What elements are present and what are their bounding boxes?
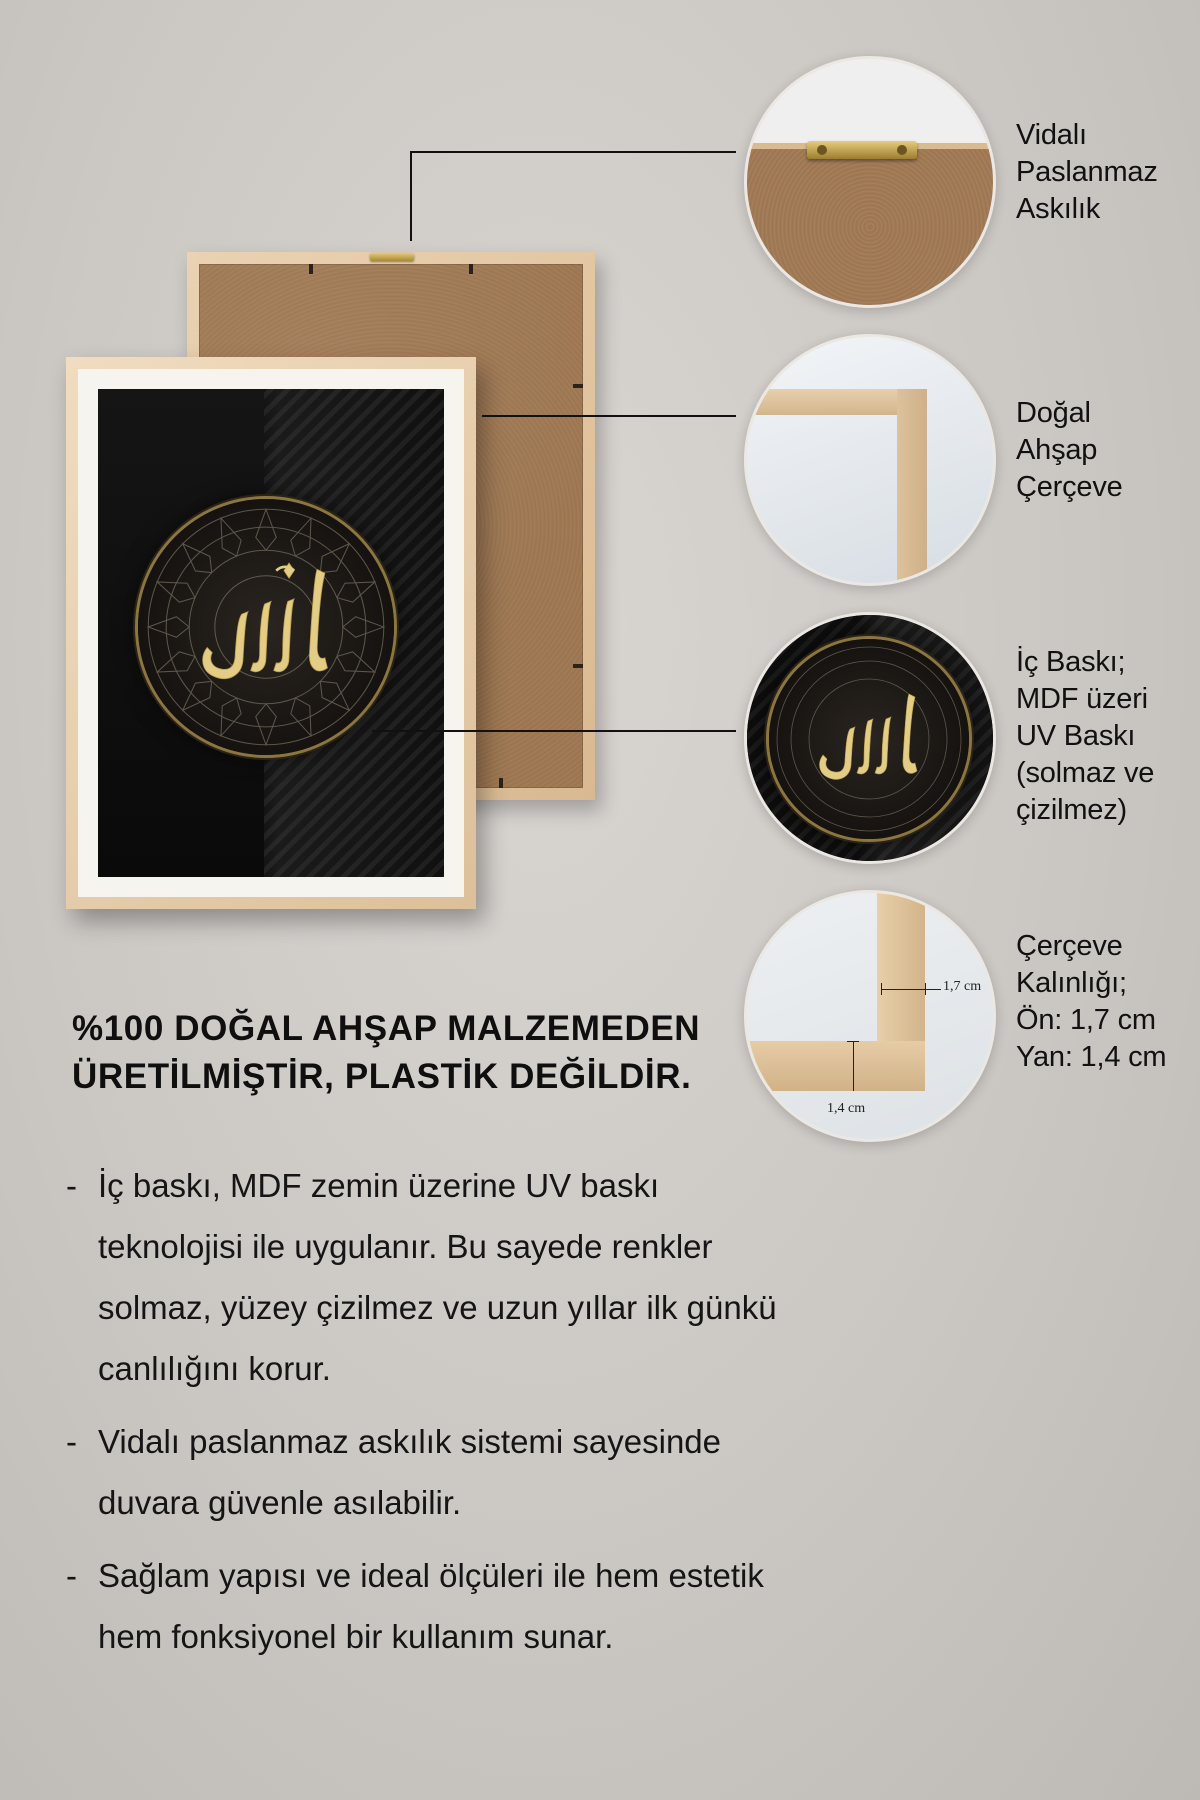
side-thickness-label: 1,4 cm (827, 1101, 866, 1116)
list-item: - Sağlam yapısı ve ideal ölçüleri ile hem estetik hem fonksiyonel bir kullanım sunar. (66, 1557, 764, 1655)
feature-bullet-list (66, 1155, 786, 1679)
frame-label: Doğal Ahşap Çerçeve (1016, 397, 1123, 503)
sawtooth-hanger-icon (370, 253, 414, 261)
headline: %100 DOĞAL AHŞAP MALZEMEDEN ÜRETİLMİŞTİR, PLASTİK DEĞİLDİR. (72, 1009, 701, 1096)
callout-line-frame (482, 415, 736, 417)
print-detail-image (744, 612, 996, 864)
callout-line-hanger (410, 151, 736, 153)
frame-corner-detail-image (744, 334, 996, 586)
thickness-detail-image (744, 890, 996, 1142)
sawtooth-hanger-icon (807, 141, 917, 159)
hanger-detail-image (744, 56, 996, 308)
clip-icon (573, 384, 583, 388)
calligraphy-artwork (98, 389, 444, 877)
clip-icon (309, 264, 313, 274)
callout-line-print (372, 730, 736, 732)
list-item: - Vidalı paslanmaz askılık sistemi sayesinde duvara güvenle asılabilir. (66, 1423, 722, 1521)
print-label: İç Baskı; MDF üzeri UV Baskı (solmaz ve çizilmez) (1016, 646, 1155, 826)
front-frame-image (66, 357, 476, 909)
clip-icon (573, 664, 583, 668)
allah-calligraphy-medallion-icon (769, 639, 969, 839)
passepartout-mat (78, 369, 464, 897)
clip-icon (469, 264, 473, 274)
hanger-label: Vidalı Paslanmaz Askılık (1016, 119, 1158, 225)
clip-icon (499, 778, 503, 788)
front-thickness-label: 1,7 cm (943, 979, 982, 994)
list-item: - İç baskı, MDF zemin üzerine UV baskı teknolojisi ile uygulanır. Bu sayede renkler solmaz, yüzey çizilmez ve uzun yıllar ilk günkü canlılığını korur. (66, 1167, 777, 1387)
thickness-label: Çerçeve Kalınlığı; Ön: 1,7 cm Yan: 1,4 cm (1016, 930, 1167, 1073)
allah-calligraphy-medallion-icon (138, 499, 394, 755)
callout-line-hanger-drop (410, 151, 412, 241)
